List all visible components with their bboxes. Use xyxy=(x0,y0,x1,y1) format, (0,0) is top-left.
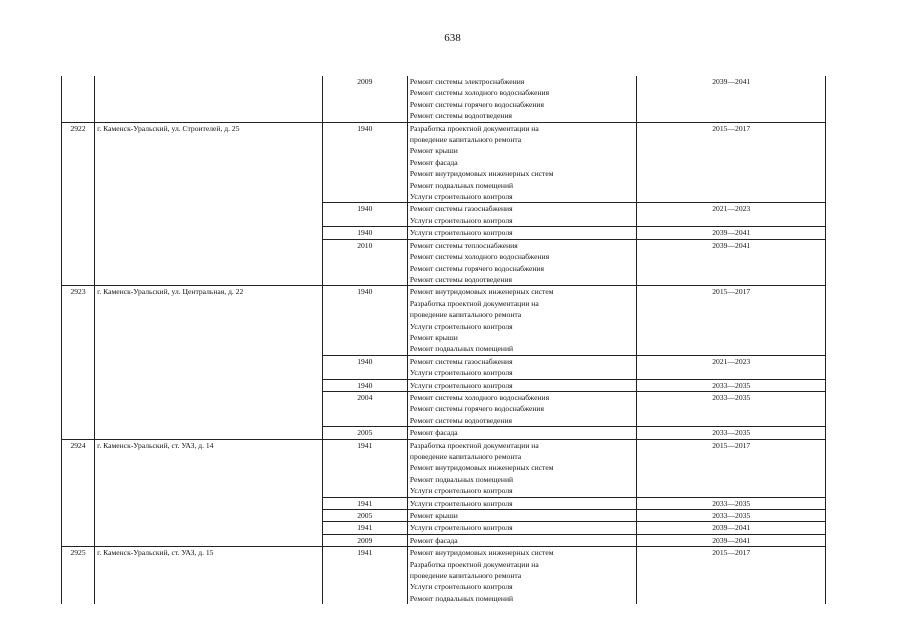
work-item: проведение капитального ремонта xyxy=(409,310,522,320)
house-number-cell: 2923 xyxy=(62,286,95,439)
address-cell: г. Каменск-Уральский, ул. Строителей, д. 25 xyxy=(95,122,323,286)
period-cell: 2015—2017 xyxy=(637,439,826,497)
year-cell: 1941 xyxy=(322,522,407,534)
year-cell: 1940 xyxy=(322,379,407,391)
period-cell: 2033—2035 xyxy=(637,379,826,391)
house-number-cell: 2922 xyxy=(62,122,95,286)
works-cell xyxy=(407,379,637,391)
period-cell: 2015—2017 xyxy=(637,547,826,605)
work-item: Разработка проектной документации на xyxy=(409,123,539,133)
period-cell: 2039—2041 xyxy=(637,76,826,122)
work-item: Ремонт системы газоснабжения xyxy=(409,204,513,214)
period-cell: 2039—2041 xyxy=(637,522,826,534)
works-cell xyxy=(407,391,637,426)
work-item: проведение капитального ремонта xyxy=(409,452,522,461)
works-cell xyxy=(407,76,637,122)
work-item: Ремонт системы горячего водоснабжения xyxy=(409,99,544,109)
period-cell: 2039—2041 xyxy=(637,534,826,546)
year-cell: 2009 xyxy=(322,534,407,546)
work-item: Ремонт системы горячего водоснабжения xyxy=(409,263,544,273)
work-item: Ремонт системы электроснабжения xyxy=(409,77,525,86)
works-cell xyxy=(407,510,637,522)
work-item: Ремонт системы холодного водоснабжения xyxy=(409,392,550,402)
year-cell: 2010 xyxy=(322,239,407,286)
year-cell: 2005 xyxy=(322,427,407,439)
house-number-cell: 2925 xyxy=(62,547,95,605)
work-item: Ремонт системы теплоснабжения xyxy=(409,240,518,250)
table-row xyxy=(62,439,826,497)
table-row xyxy=(62,286,826,355)
work-item: Ремонт внутридомовых инженерных систем xyxy=(409,548,554,558)
work-item: Ремонт системы водоотведения xyxy=(409,111,513,121)
page-number: 638 xyxy=(444,32,461,44)
house-number-cell xyxy=(62,76,95,122)
works-cell xyxy=(407,355,637,379)
work-item: Ремонт системы газоснабжения xyxy=(409,356,513,366)
address-cell: г. Каменск-Уральский, ул. Центральная, д. 22 xyxy=(95,286,323,439)
period-cell: 2039—2041 xyxy=(637,239,826,286)
year-cell: 1941 xyxy=(322,497,407,509)
work-item: Разработка проектной документации на xyxy=(409,440,539,450)
works-cell xyxy=(407,286,637,355)
period-cell: 2033—2035 xyxy=(637,427,826,439)
period-cell: 2021—2023 xyxy=(637,355,826,379)
works-cell xyxy=(407,203,637,227)
period-cell: 2015—2017 xyxy=(637,286,826,355)
work-item: Ремонт крыши xyxy=(409,146,458,156)
work-item: Разработка проектной документации на xyxy=(409,298,539,308)
work-item: Ремонт фасада xyxy=(409,157,458,167)
work-item: Ремонт внутридомовых инженерных систем xyxy=(409,169,554,179)
work-item: Ремонт подвальных помещений xyxy=(409,593,514,603)
house-number-cell: 2924 xyxy=(62,439,95,547)
work-item: Услуги строительного контроля xyxy=(409,192,513,202)
works-cell xyxy=(407,427,637,439)
address-cell: г. Каменск-Уральский, ст. УАЗ, д. 15 xyxy=(95,547,323,605)
address-cell: г. Каменск-Уральский, ст. УАЗ, д. 14 xyxy=(95,439,323,547)
work-item: Разработка проектной документации на xyxy=(409,559,539,569)
year-cell: 2009 xyxy=(322,76,407,122)
table-row xyxy=(62,122,826,203)
works-cell xyxy=(407,534,637,546)
table-row xyxy=(62,547,826,605)
period-cell: 2015—2017 xyxy=(637,122,826,203)
works-cell xyxy=(407,547,637,605)
work-item: Ремонт системы водоотведения xyxy=(409,415,513,425)
works-cell xyxy=(407,497,637,509)
work-item: Ремонт крыши xyxy=(409,332,458,342)
work-item: Услуги строительного контроля xyxy=(409,486,513,496)
works-cell xyxy=(407,227,637,239)
year-cell: 1940 xyxy=(322,203,407,227)
table-row xyxy=(62,76,826,122)
period-cell: 2033—2035 xyxy=(637,497,826,509)
works-cell xyxy=(407,522,637,534)
work-item: проведение капитального ремонта xyxy=(409,571,522,581)
work-item: Ремонт фасада xyxy=(409,535,458,545)
work-item: Ремонт подвальных помещений xyxy=(409,474,514,484)
work-item: Ремонт фасада xyxy=(409,428,458,438)
address-cell xyxy=(95,76,323,122)
work-item: Ремонт внутридомовых инженерных систем xyxy=(409,287,554,297)
work-item: Услуги строительного контроля xyxy=(409,523,513,533)
year-cell: 1941 xyxy=(322,439,407,497)
year-cell: 1940 xyxy=(322,355,407,379)
work-item: Ремонт подвальных помещений xyxy=(409,180,514,190)
housing-repair-table xyxy=(61,76,826,604)
period-cell: 2033—2035 xyxy=(637,391,826,426)
work-item: Услуги строительного контроля xyxy=(409,321,513,331)
work-item: Услуги строительного контроля xyxy=(409,582,513,592)
work-item: Услуги строительного контроля xyxy=(409,228,513,238)
work-item: Услуги строительного контроля xyxy=(409,368,513,378)
period-cell: 2021—2023 xyxy=(637,203,826,227)
work-item: Услуги строительного контроля xyxy=(409,498,513,508)
year-cell: 2005 xyxy=(322,510,407,522)
work-item: Ремонт системы горячего водоснабжения xyxy=(409,404,544,414)
works-cell xyxy=(407,239,637,286)
work-item: Ремонт системы водоотведения xyxy=(409,274,513,284)
work-item: Ремонт подвальных помещений xyxy=(409,344,514,354)
year-cell: 1941 xyxy=(322,547,407,605)
work-item: Услуги строительного контроля xyxy=(409,215,513,225)
work-item: Ремонт крыши xyxy=(409,511,458,521)
works-cell xyxy=(407,439,637,497)
work-item: Услуги строительного контроля xyxy=(409,380,513,390)
year-cell: 1940 xyxy=(322,122,407,203)
year-cell: 1940 xyxy=(322,227,407,239)
table-body xyxy=(62,76,826,604)
period-cell: 2039—2041 xyxy=(637,227,826,239)
year-cell: 1940 xyxy=(322,286,407,355)
work-item: Ремонт системы холодного водоснабжения xyxy=(409,252,550,262)
works-cell xyxy=(407,122,637,203)
period-cell: 2033—2035 xyxy=(637,510,826,522)
year-cell: 2004 xyxy=(322,391,407,426)
work-item: проведение капитального ремонта xyxy=(409,135,522,145)
work-item: Ремонт внутридомовых инженерных систем xyxy=(409,463,554,473)
work-item: Ремонт системы холодного водоснабжения xyxy=(409,88,550,98)
